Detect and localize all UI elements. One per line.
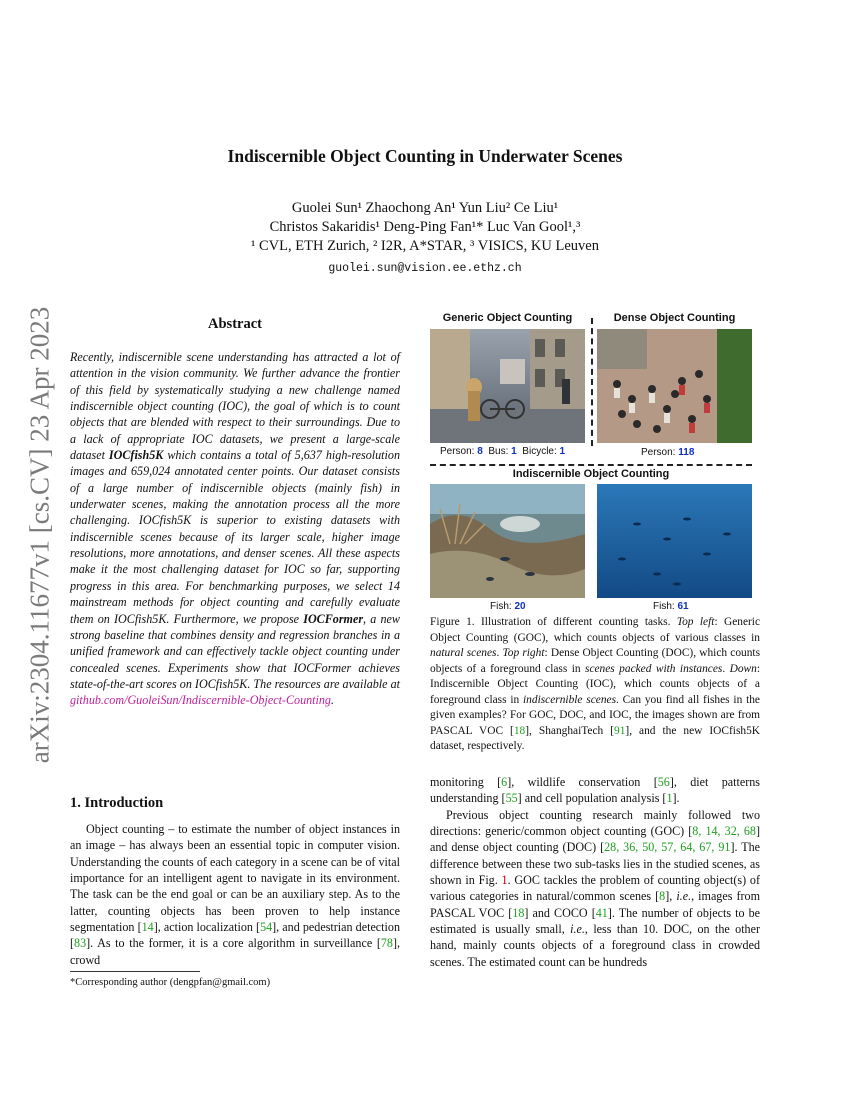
abstract-text: Recently, indiscernible scene understanding has attracted a lot of attention in the vision community. We further advance the frontier of this field by systematically studying a new challenge named indiscernible object counting (IOC), the goal of which is to count objects that are blended with respect to their surroundings. Due to a lack of appropriate IOC datasets, we present a large-scale dataset bbox=[70, 350, 400, 463]
citation-link[interactable]: 1 bbox=[666, 791, 673, 806]
citation-link[interactable]: 54 bbox=[260, 920, 273, 935]
goc-counts: Person: 8 Bus: 1 Bicycle: 1 bbox=[440, 446, 566, 457]
footnote: *Corresponding author (dengpfan@gmail.com) bbox=[70, 977, 271, 988]
abstract-text: which contains a total of 5,637 high-resolution images and 659,024 annotated center points. Our dataset consists of a large number of indiscernible objects (mainly fish) in underwater scenes, making the annotation process all the more challenging. IOCfish5K is superior to existing datasets with indiscernible scenes because of its larger scale, higher image resolutions, more annotations, and denser scenes. All these aspects make it the most challenging dataset for IOC so far, supporting progress in this area. For benchmarking purposes, we select 14 mainstream methods for object counting and carefully evaluate them on IOCfish5K. Furthermore, we propose bbox=[70, 448, 400, 626]
figure-divider-vertical bbox=[591, 318, 593, 446]
github-link[interactable]: github.com/GuoleiSun/Indiscernible-Object-Counting bbox=[70, 693, 331, 708]
ioc-right-count: Fish: 61 bbox=[653, 601, 689, 612]
abstract-body bbox=[70, 349, 400, 709]
intro-body: Object counting – to estimate the number of object instances in an image – has always been an essential topic in computer vision. Understanding the counts of each category in a scene can be of vital importance for an intelligent agent to navigate in its environment. The task can be the end goal or can be an auxiliary step. As to the latter, counting objects has been proven to help instance segmentation [14], action localization [54], and pedestrian detection [83]. As to the former, it is a core algorithm in surveillance [78], crowd bbox=[70, 822, 400, 967]
doc-label: Dense Object Counting bbox=[613, 312, 736, 324]
ioc-deepsea-photo bbox=[597, 484, 752, 598]
citation-link[interactable]: 8, 14, 32, 68 bbox=[692, 824, 756, 839]
paper-title: Indiscernible Object Counting in Underwater Scenes bbox=[227, 146, 623, 166]
affiliations: ¹ CVL, ETH Zurich, ² I2R, A*STAR, ³ VISICS, KU Leuven bbox=[251, 238, 599, 254]
citation-link[interactable]: 91 bbox=[614, 724, 626, 737]
author-line-2: Christos Sakaridis¹ Deng-Ping Fan¹* Luc Van Gool¹,³ bbox=[269, 219, 581, 235]
citation-link[interactable]: 78 bbox=[380, 936, 393, 951]
figure-ref-link[interactable]: 1 bbox=[501, 873, 508, 888]
author-line-1: Guolei Sun¹ Zhaochong An¹ Yun Liu² Ce Liu¹ bbox=[291, 200, 559, 216]
citation-link[interactable]: 6 bbox=[501, 775, 508, 789]
ioc-label: Indiscernible Object Counting bbox=[512, 468, 670, 480]
ioc-left-count: Fish: 20 bbox=[490, 601, 526, 612]
citation-link[interactable]: 8 bbox=[659, 889, 666, 904]
abstract-text: . bbox=[330, 693, 335, 708]
method-name: IOCFormer bbox=[303, 611, 364, 626]
abstract-text: , a new strong baseline that combines density and regression branches in a unified framework and can effectively tackle object counting under concealed scenes. Experiments show that IOCFormer achieves state-of-the-art scores on IOCfish5K. The resources are available at bbox=[70, 611, 400, 691]
author-email: guolei.sun@vision.ee.ethz.ch bbox=[328, 262, 522, 275]
citation-link[interactable]: 18 bbox=[513, 724, 526, 737]
dataset-name: IOCfish5K bbox=[108, 448, 164, 463]
citation-link[interactable]: 14 bbox=[141, 920, 154, 935]
citation-link[interactable]: 55 bbox=[505, 791, 518, 806]
citation-link[interactable]: 18 bbox=[512, 905, 525, 920]
citation-link[interactable]: 28, 36, 50, 57, 64, 67, 91 bbox=[604, 840, 731, 855]
figure-divider-horizontal bbox=[430, 464, 752, 466]
doc-count: Person: 118 bbox=[641, 447, 695, 458]
goc-label: Generic Object Counting bbox=[442, 312, 573, 324]
abstract-heading: Abstract bbox=[208, 316, 262, 332]
intro-heading: 1. Introduction bbox=[70, 795, 164, 811]
doc-crowd-photo bbox=[597, 329, 752, 443]
arxiv-id: arXiv:2304.11677v1 [cs.CV] 23 Apr 2023 bbox=[24, 306, 55, 764]
footnote-rule bbox=[70, 971, 200, 972]
citation-link[interactable]: 83 bbox=[74, 936, 87, 951]
goc-street-photo bbox=[430, 329, 585, 443]
citation-link[interactable]: 41 bbox=[595, 905, 608, 920]
arxiv-sidebar bbox=[20, 290, 60, 780]
figure-caption: Figure 1. Illustration of different counting tasks. Top left: Generic Object Counting (GOC), which counts objects of various classes in natural scenes. Top right: Dense Object Counting (DOC), which counts objects of a foreground class in scenes packed with instances. Down: Indiscernible Object Counting (IOC), which counts objects of a foreground class in indiscernible scenes. Can you find all fishes in the given examples? For GOC, DOC, and IOC, the images shown are from PASCAL VOC [18], ShanghaiTech [91], and the new IOCfish5K dataset, respectively. bbox=[430, 616, 761, 752]
ioc-reef-photo bbox=[430, 484, 585, 598]
citation-link[interactable]: 56 bbox=[657, 775, 670, 789]
right-column-body: monitoring [6], wildlife conservation [56], diet patterns understanding [55] and cell population analysis [1]. Previous object counting research mainly followed two directions: generic/common object counting (GOC) [8, 14, 32, 68] and dense object counting (DOC) [28, 36, 50, 57, 64, 67, 91]. The difference between these two sub-tasks lies in the studied scenes, as shown in Fig. 1. GOC tackles the problem of counting object(s) of various categories in natural/common scenes [8], i.e., images from PASCAL VOC [18] and COCO [41]. The number of objects to be estimated is usually small, i.e., less than 10. DOC, on the other hand, mainly counts objects of a foreground class in crowded scenes. The estimated count can be hundreds bbox=[430, 775, 761, 969]
